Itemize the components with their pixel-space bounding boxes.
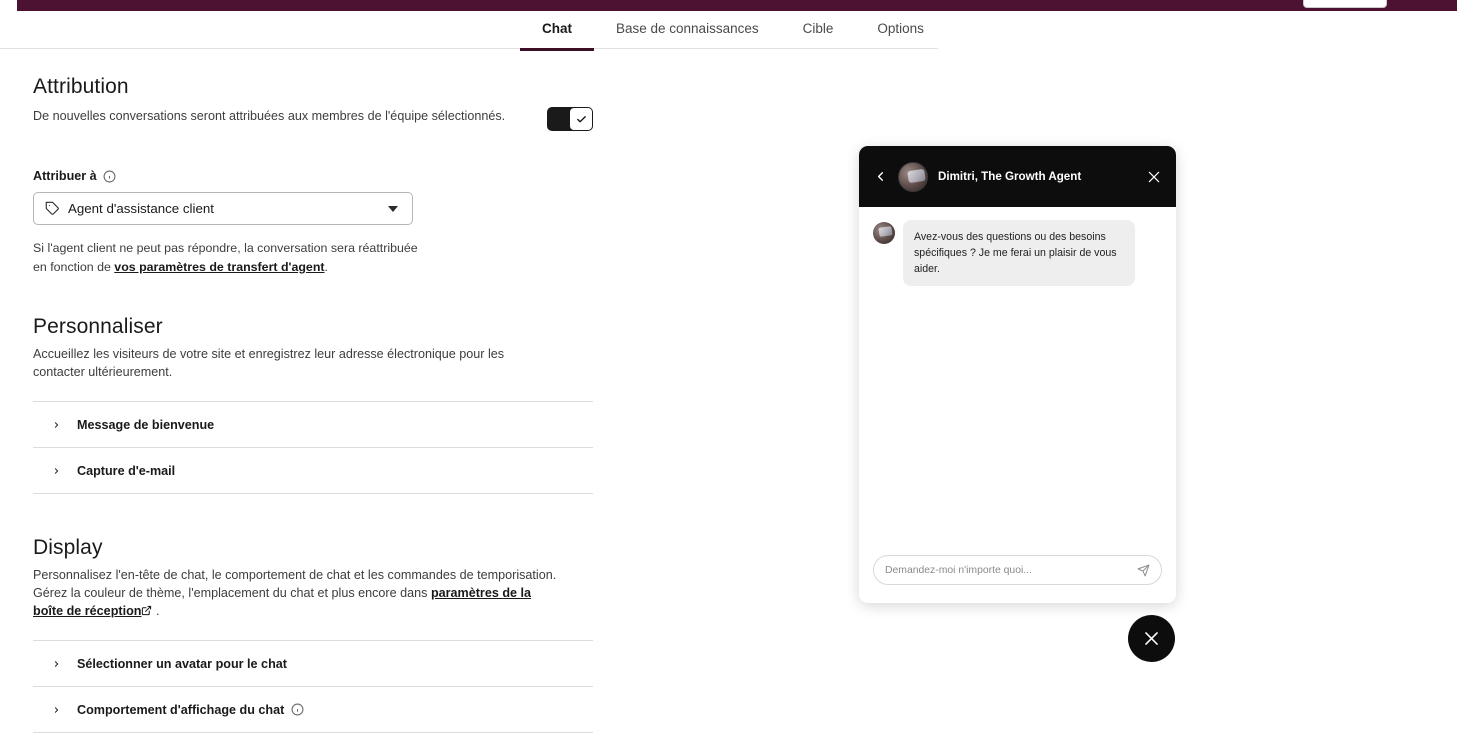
chat-message-row xyxy=(873,220,1162,286)
personalize-title: Personnaliser xyxy=(33,315,163,338)
external-link-icon xyxy=(141,603,152,614)
accordion-label: Message de bienvenue xyxy=(77,417,215,432)
accordion-label-text: Comportement d'affichage du chat xyxy=(77,702,285,717)
tabs-bar xyxy=(0,11,1457,49)
accordion-label: Sélectionner un avatar pour le chat xyxy=(77,656,287,671)
attribution-hint-suffix: . xyxy=(324,260,328,274)
personalize-accordion xyxy=(33,401,593,494)
attribution-header-row xyxy=(33,105,593,131)
avatar xyxy=(898,162,928,192)
display-description xyxy=(33,566,558,620)
chevron-right-icon xyxy=(52,703,61,717)
back-arrow-icon[interactable] xyxy=(873,169,888,184)
tab-target[interactable]: Cible xyxy=(802,21,834,36)
chat-input[interactable] xyxy=(873,555,1162,585)
accordion-item-email-capture[interactable] xyxy=(33,448,593,494)
inbox-settings-link[interactable]: paramètres de la boîte de réception xyxy=(33,586,532,618)
info-icon[interactable] xyxy=(291,703,304,716)
attribution-title: Attribution xyxy=(33,75,129,98)
avatar xyxy=(873,222,895,244)
chevron-right-icon xyxy=(52,418,61,432)
settings-column xyxy=(33,75,593,733)
display-description-part1: Personnalisez l'en-tête de chat, le comportement de chat et les commandes de temporisation. Gérez la couleur de thème, l'emplacement du chat et plus encore dans xyxy=(33,568,557,600)
chat-message-bubble: Avez-vous des questions ou des besoins spécifiques ? Je me ferai un plaisir de vous aider. xyxy=(903,220,1135,286)
chat-widget-header xyxy=(859,146,1176,207)
chat-input-placeholder: Demandez-moi n'importe quoi... xyxy=(885,564,1032,576)
chat-input-wrapper xyxy=(859,555,1176,603)
tabs xyxy=(520,11,946,49)
personalize-description: Accueillez les visiteurs de votre site et enregistrez leur adresse électronique pour les contacter ultérieurement. xyxy=(33,347,505,379)
chevron-right-icon xyxy=(52,657,61,671)
top-strip-left-gap xyxy=(0,0,17,11)
accordion-label: Capture d'e-mail xyxy=(77,463,176,478)
assign-to-label: Attribuer à xyxy=(33,169,97,183)
send-icon[interactable] xyxy=(1137,564,1150,577)
attribution-section xyxy=(33,75,593,277)
check-icon xyxy=(576,114,587,125)
personalize-section xyxy=(33,315,593,494)
attribution-hint xyxy=(33,239,433,277)
display-accordion xyxy=(33,640,593,733)
chat-launcher-close-button[interactable] xyxy=(1128,615,1175,662)
display-description-part2: . xyxy=(155,604,160,618)
tab-knowledge-base[interactable]: Base de connaissances xyxy=(616,21,759,36)
info-icon[interactable] xyxy=(103,170,116,183)
tab-chat[interactable]: Chat xyxy=(520,11,594,51)
display-title: Display xyxy=(33,536,103,559)
chat-widget-body xyxy=(859,207,1176,555)
tag-icon xyxy=(45,201,60,216)
assign-to-label-row xyxy=(33,169,593,183)
close-icon[interactable] xyxy=(1146,169,1162,185)
agent-transfer-settings-link[interactable]: vos paramètres de transfert d'agent xyxy=(114,260,325,274)
toggle-knob xyxy=(570,108,592,130)
chat-widget-title: Dimitri, The Growth Agent xyxy=(938,170,1082,183)
assign-to-value: Agent d'assistance client xyxy=(68,201,214,216)
attribution-description: De nouvelles conversations seront attribuées aux membres de l'équipe sélectionnés. xyxy=(33,109,506,123)
attribution-hint-prefix: Si l'agent client ne peut pas répondre, la conversation sera réattribuée en fonction de xyxy=(33,241,418,274)
accordion-item-welcome-message[interactable] xyxy=(33,402,593,448)
close-icon xyxy=(1142,629,1161,648)
tab-options[interactable]: Options xyxy=(877,21,924,36)
tabs-bar-right-gap xyxy=(938,48,1457,49)
chevron-down-icon xyxy=(388,206,398,212)
display-section xyxy=(33,536,593,733)
accordion-item-chat-avatar[interactable] xyxy=(33,641,593,687)
accordion-label xyxy=(77,703,304,717)
brand-top-strip xyxy=(0,0,1457,11)
top-right-button[interactable] xyxy=(1303,0,1387,8)
chevron-right-icon xyxy=(52,464,61,478)
accordion-item-chat-display-behavior[interactable] xyxy=(33,687,593,733)
attribution-toggle[interactable] xyxy=(547,107,593,131)
chat-widget-preview xyxy=(859,146,1176,603)
assign-to-select[interactable] xyxy=(33,192,413,225)
